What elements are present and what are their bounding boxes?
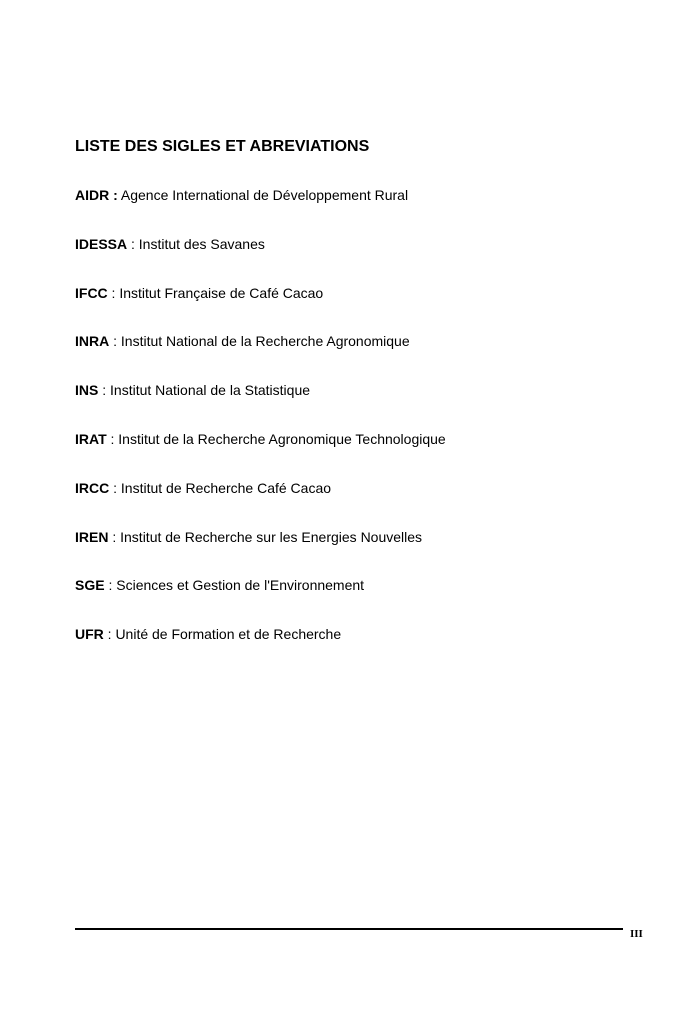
abbreviation-entry-inra [75, 331, 446, 380]
abbreviation-entry-aidr [75, 185, 446, 234]
abbreviation-entry-irat [75, 429, 446, 478]
abbreviation-definition: : Institut de Recherche Café Cacao [109, 479, 332, 496]
abbreviation-term: UFR [75, 626, 104, 643]
abbreviation-definition: : Institut des Savanes [127, 235, 265, 252]
footer-divider [75, 928, 623, 930]
abbreviation-entry-iren [75, 527, 446, 576]
page-title: LISTE DES SIGLES ET ABREVIATIONS [75, 138, 370, 155]
abbreviation-definition: Agence International de Développement Rural [117, 187, 409, 203]
abbreviation-term: IRAT [75, 430, 107, 447]
abbreviation-definition: : Institut de la Recherche Agronomique Technologique [106, 430, 446, 447]
abbreviation-term: IREN [75, 528, 109, 545]
abbreviation-definition: : Institut National de la Statistique [98, 382, 311, 399]
abbreviation-definition: : Unité de Formation et de Recherche [103, 626, 342, 643]
abbreviation-entry-ifcc [75, 283, 446, 332]
abbreviation-term: AIDR : [75, 187, 118, 203]
abbreviation-definition: : Sciences et Gestion de l'Environnement [104, 577, 365, 594]
abbreviation-term: INRA [75, 333, 110, 350]
abbreviation-term: IRCC [75, 479, 110, 496]
abbreviation-term: IDESSA [75, 235, 128, 252]
abbreviation-list [75, 185, 446, 673]
abbreviation-entry-idessa [75, 234, 446, 283]
abbreviation-entry-ins [75, 380, 446, 429]
abbreviation-entry-ufr [75, 624, 446, 673]
abbreviation-entry-ircc [75, 478, 446, 527]
abbreviation-definition: : Institut Française de Café Cacao [107, 284, 324, 301]
abbreviation-term: IFCC [75, 284, 108, 301]
abbreviation-term: SGE [75, 577, 105, 594]
abbreviation-entry-sge [75, 575, 446, 624]
abbreviation-definition: : Institut de Recherche sur les Energies Nouvelles [108, 528, 423, 545]
page-number: III [630, 928, 643, 940]
abbreviation-term: INS [75, 382, 99, 399]
abbreviation-definition: : Institut National de la Recherche Agronomique [109, 333, 410, 350]
